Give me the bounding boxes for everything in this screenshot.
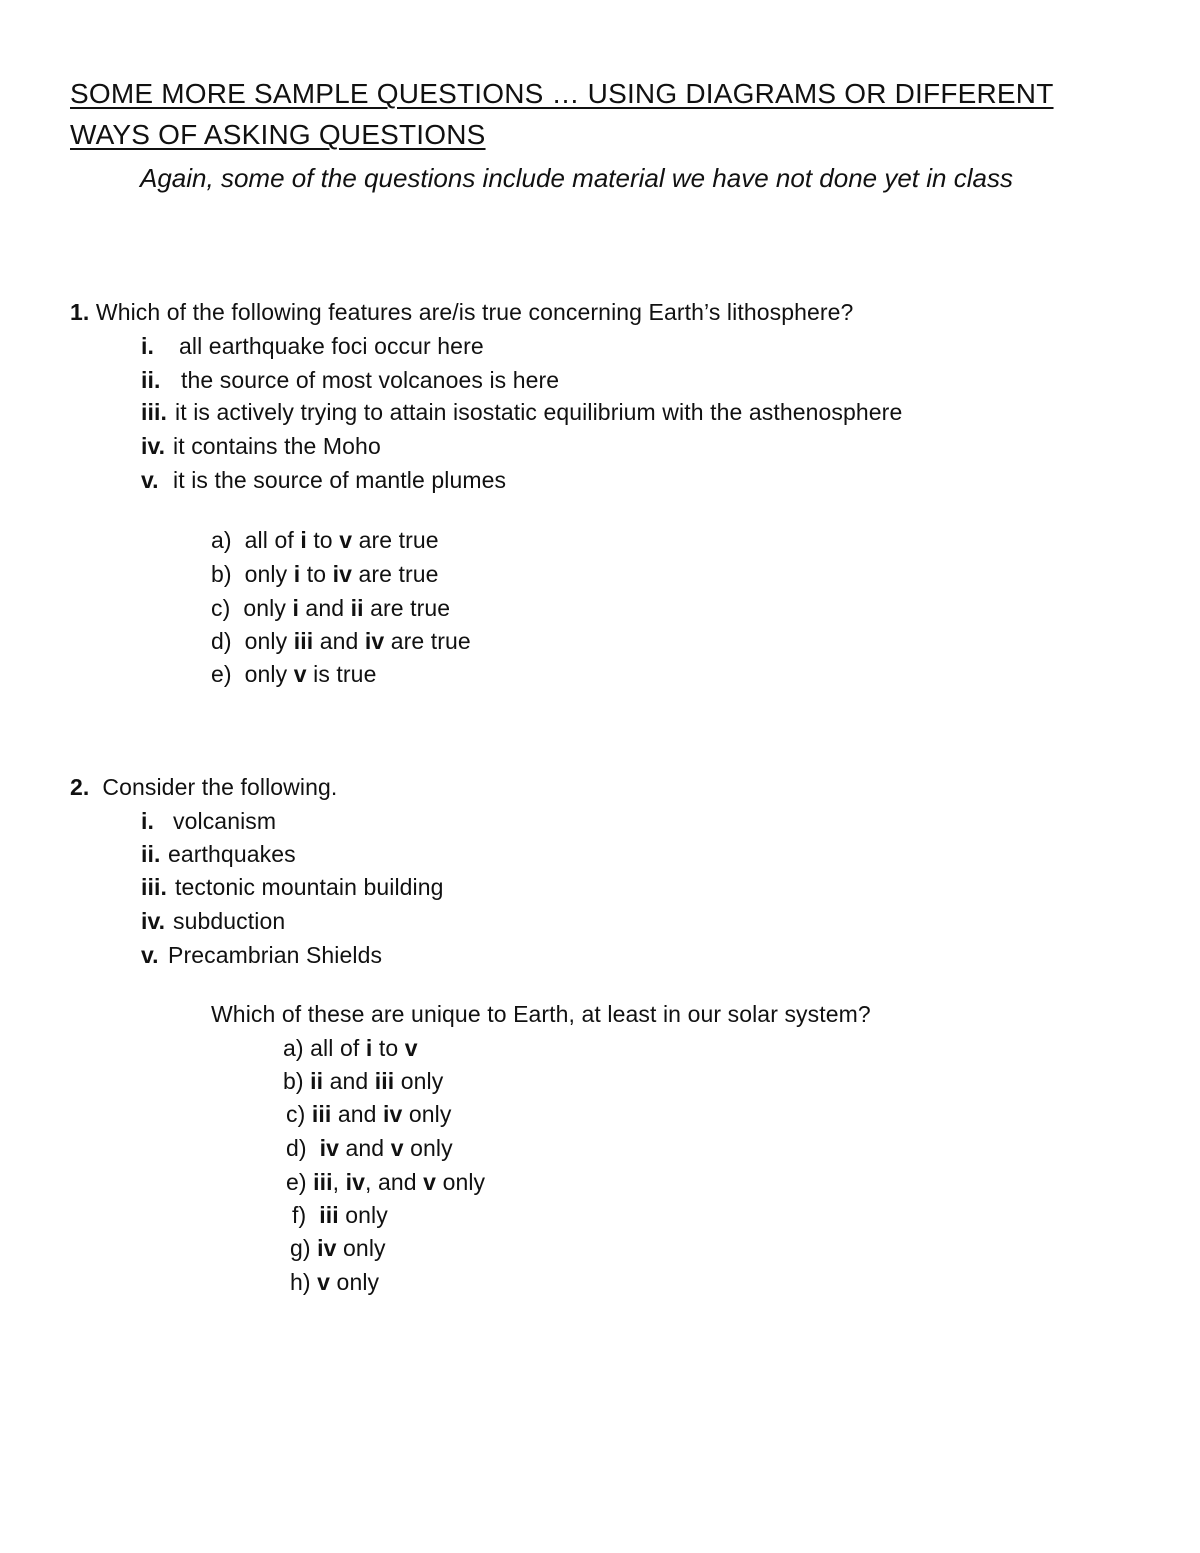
question-1-text: Which of the following features are/is true concerning Earth’s lithosphere? <box>95 299 854 325</box>
question-2-stem <box>70 772 337 802</box>
q2-item-iv: iv. subduction <box>141 908 286 934</box>
q1-item-iv: iv. it contains the Moho <box>141 433 381 459</box>
question-2-number: 2. <box>70 774 90 800</box>
page-title-line-1: SOME MORE SAMPLE QUESTIONS … USING DIAGRAMS OR DIFFERENT <box>70 78 1054 109</box>
q1-option-e: e) only v is true <box>211 661 377 687</box>
question-1-stem <box>70 297 853 327</box>
q2-option-c: c) iii and iv only <box>286 1101 452 1127</box>
page-subtitle: Again, some of the questions include material we have not done yet in class <box>140 163 1013 193</box>
question-1-number: 1. <box>70 299 90 325</box>
q2-option-b: b) ii and iii only <box>283 1068 444 1094</box>
q1-option-c: c) only i and ii are true <box>211 595 451 621</box>
q2-item-v: v. Precambrian Shields <box>141 942 383 968</box>
q1-item-i: i. all earthquake foci occur here <box>141 333 484 359</box>
page-title-line-2: WAYS OF ASKING QUESTIONS <box>70 119 486 150</box>
q1-option-d: d) only iii and iv are true <box>211 628 471 654</box>
q2-option-a: a) all of i to v <box>283 1035 418 1061</box>
question-2-text: Consider the following. <box>102 774 338 800</box>
q1-item-v: v. it is the source of mantle plumes <box>141 467 507 493</box>
q2-prompt: Which of these are unique to Earth, at least in our solar system? <box>211 1001 871 1027</box>
q2-option-h: h) v only <box>290 1269 380 1295</box>
q2-item-iii: iii. tectonic mountain building <box>141 874 444 900</box>
q2-item-ii: ii. earthquakes <box>141 841 296 867</box>
q2-option-g: g) iv only <box>290 1235 386 1261</box>
q1-option-b: b) only i to iv are true <box>211 561 439 587</box>
q1-item-ii: ii. the source of most volcanoes is here <box>141 367 560 393</box>
q2-item-i: i. volcanism <box>141 808 277 834</box>
q2-option-e: e) iii, iv, and v only <box>286 1169 486 1195</box>
q1-option-a: a) all of i to v are true <box>211 527 439 553</box>
q2-option-d: d) iv and v only <box>286 1135 453 1161</box>
q1-item-iii: iii. it is actively trying to attain isostatic equilibrium with the asthenosphere <box>141 399 903 425</box>
q2-option-f: f) iii only <box>292 1202 388 1228</box>
